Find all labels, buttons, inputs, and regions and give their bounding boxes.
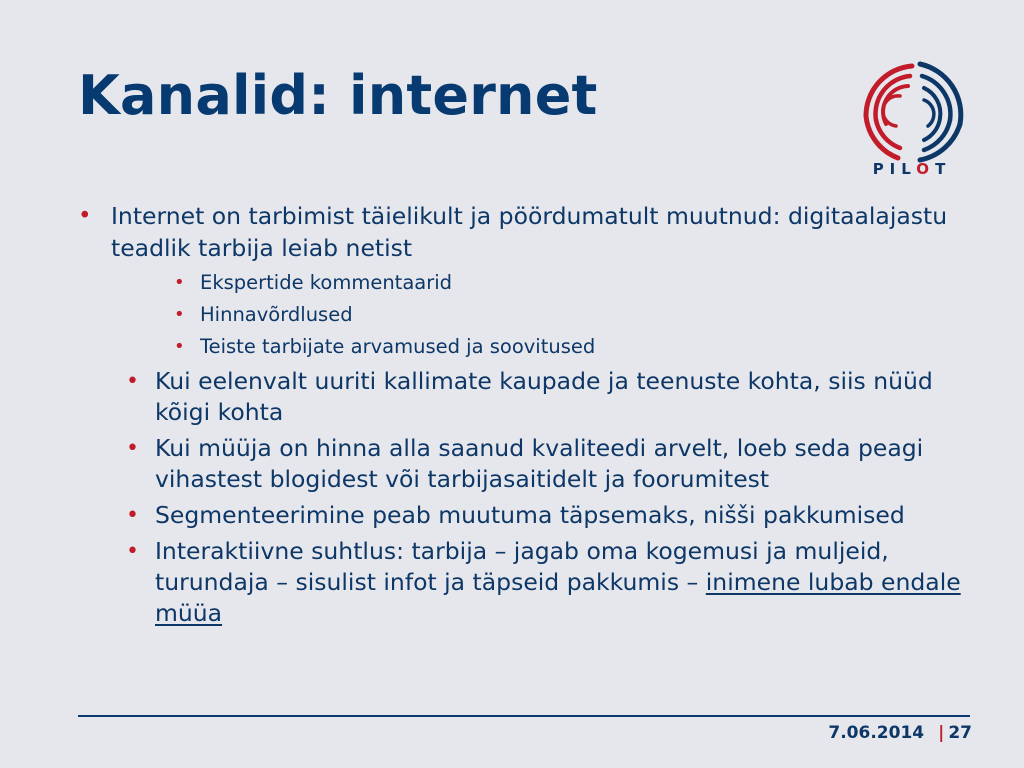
bullet-text: Kui eelenvalt uuriti kallimate kaupade ja teenuste kohta, siis nüüd kõigi kohta (155, 367, 933, 426)
pilot-logo (848, 54, 976, 178)
bullet-marker: • (174, 336, 185, 357)
bullet-item (70, 536, 970, 629)
bullet-text: Ekspertide kommentaarid (200, 271, 453, 294)
bullet-text: Internet on tarbimist täielikult ja pöördumatult muutnud: digitaalajastu teadlik tarbija leiab netist (111, 202, 948, 262)
footer-date: 7.06.2014 (828, 723, 925, 743)
bullet-item (70, 270, 970, 296)
footer-separator: | (938, 723, 945, 743)
bullet-text: Segmenteerimine peab muutuma täpsemaks, nišši pakkumised (155, 501, 905, 529)
bullet-text: Hinnavõrdlused (200, 303, 353, 326)
bullet-marker: • (174, 304, 185, 325)
bullet-marker: • (174, 272, 185, 293)
bullet-text: Teiste tarbijate arvamused ja soovitused (200, 335, 596, 358)
bullet-marker: • (126, 503, 139, 528)
bullet-item (70, 334, 970, 360)
bullet-marker: • (126, 369, 139, 394)
slide-title: Kanalid: internet (78, 64, 598, 127)
bullet-item (70, 200, 970, 264)
footer-divider (78, 715, 970, 717)
svg-text:PILOT: PILOT (872, 160, 952, 178)
bullet-item (70, 302, 970, 328)
bullet-list (70, 200, 970, 634)
bullet-text: Kui müüja on hinna alla saanud kvaliteedi arvelt, loeb seda peagi vihastest blogidest või tarbijasaitidelt ja foorumitest (155, 434, 924, 493)
bullet-text: Interaktiivne suhtlus: tarbija – jagab oma kogemusi ja muljeid, turundaja – sisulist infot ja täpseid pakkumis – (155, 537, 889, 596)
bullet-item (70, 366, 970, 428)
bullet-item (70, 433, 970, 495)
footer (828, 723, 972, 743)
bullet-marker: • (78, 203, 92, 229)
bullet-item (70, 500, 970, 531)
bullet-marker: • (126, 539, 139, 564)
page-number: 27 (948, 723, 972, 743)
bullet-marker: • (126, 436, 139, 461)
bullet-underlined-text: inimene lubab endale müüa (155, 568, 961, 627)
